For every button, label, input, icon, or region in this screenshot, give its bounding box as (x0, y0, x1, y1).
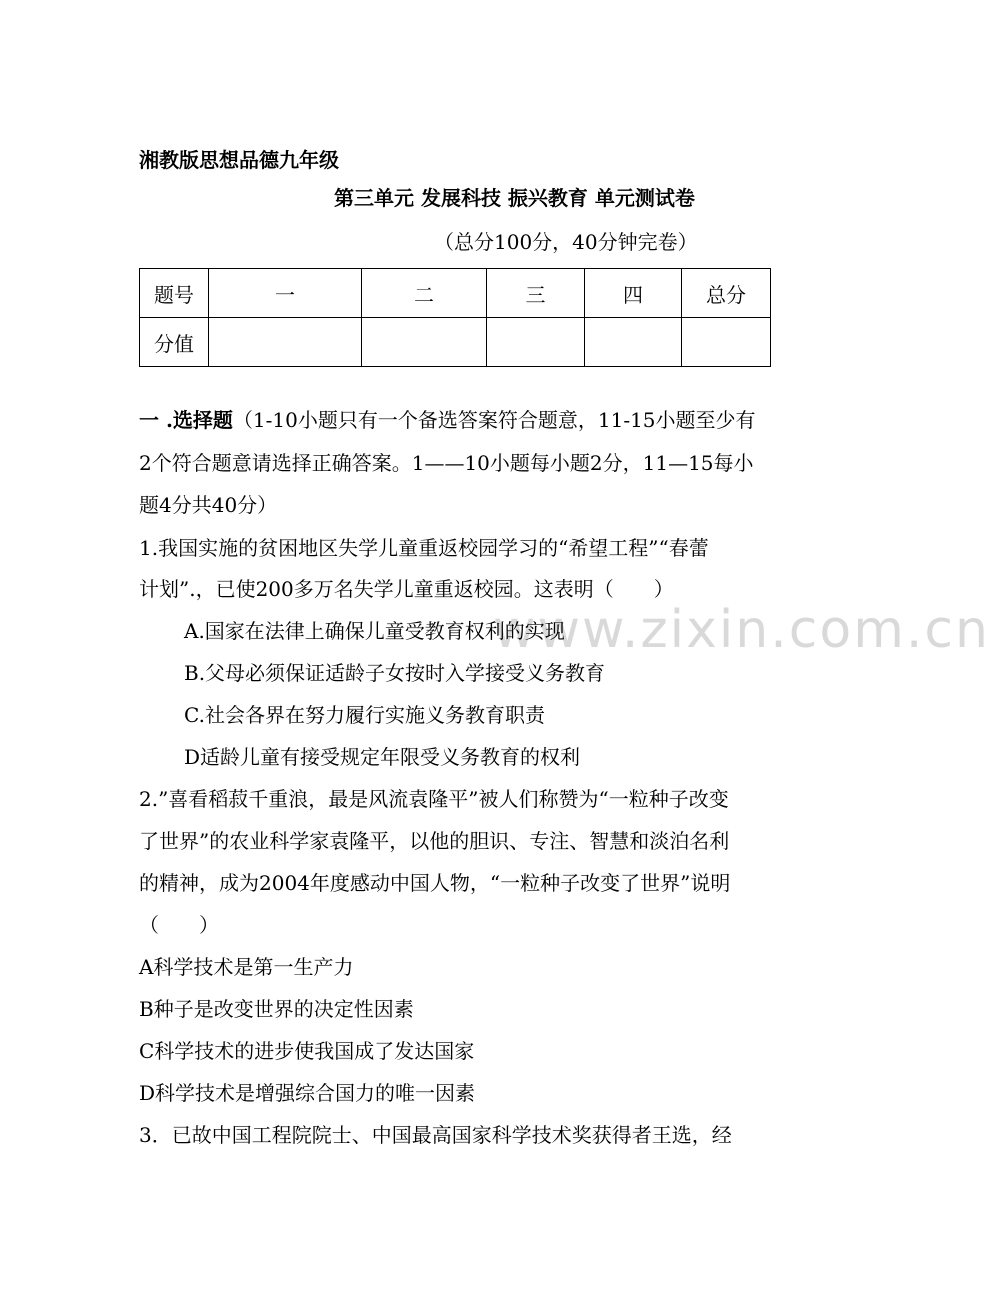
q1-stem-line2: 计划”.，已使200多万名失学儿童重返校园。这表明（ ） (139, 577, 674, 601)
score-table-header-row (140, 269, 771, 318)
table-cell: 四 (585, 269, 682, 318)
section1-line3: 题4分共40分） (139, 493, 278, 517)
q1-option-c: C.社会各界在努力履行实施义务教育职责 (184, 703, 545, 727)
table-cell: 一 (209, 269, 362, 318)
q1-option-d: D适龄儿童有接受规定年限受义务教育的权利 (184, 745, 581, 769)
q3-stem-line1: 3．已故中国工程院院士、中国最高国家科学技术奖获得者王选，经 (139, 1123, 732, 1147)
exam-info: （总分100分，40分钟完卷） (434, 230, 698, 254)
unit-title: 第三单元 发展科技 振兴教育 单元测试卷 (334, 186, 695, 210)
watermark: www.zixin.com.cn (493, 600, 990, 660)
score-table (139, 268, 771, 367)
q2-option-a: A科学技术是第一生产力 (139, 955, 354, 979)
table-cell-empty (585, 318, 682, 367)
q1-option-a: A.国家在法律上确保儿童受教育权利的实现 (184, 619, 565, 643)
section1-line1 (139, 408, 756, 432)
table-cell-empty (487, 318, 585, 367)
table-cell-empty (209, 318, 362, 367)
table-cell: 二 (362, 269, 487, 318)
q2-stem-line3: 的精神，成为2004年度感动中国人物，“一粒种子改变了世界”说明 (139, 871, 731, 895)
section1-title: 一 .选择题 (139, 408, 233, 432)
q2-option-c: C科学技术的进步使我国成了发达国家 (139, 1039, 475, 1063)
table-cell: 总分 (682, 269, 771, 318)
section1-instruction: （1-10小题只有一个备选答案符合题意，11-15小题至少有 (232, 408, 756, 432)
section1-line2: 2个符合题意请选择正确答案。1——10小题每小题2分，11—15每小 (139, 451, 754, 475)
table-cell-empty (682, 318, 771, 367)
q2-stem-line1: 2.”喜看稻菽千重浪，最是风流袁隆平”被人们称赞为“一粒种子改变 (139, 787, 729, 811)
table-cell-empty (362, 318, 487, 367)
series-title: 湘教版思想品德九年级 (139, 148, 339, 172)
table-cell: 三 (487, 269, 585, 318)
q1-option-b: B.父母必须保证适龄子女按时入学接受义务教育 (184, 661, 606, 685)
q2-option-d: D科学技术是增强综合国力的唯一因素 (139, 1081, 476, 1105)
q2-stem-line4: （ ） (139, 913, 219, 937)
score-table-value-row (140, 318, 771, 367)
q1-stem-line1: 1.我国实施的贫困地区失学儿童重返校园学习的“希望工程”“春蕾 (139, 536, 709, 560)
q2-option-b: B种子是改变世界的决定性因素 (139, 997, 414, 1021)
table-cell: 题号 (140, 269, 209, 318)
table-cell: 分值 (140, 318, 209, 367)
q2-stem-line2: 了世界”的农业科学家袁隆平，以他的胆识、专注、智慧和淡泊名利 (139, 829, 730, 853)
